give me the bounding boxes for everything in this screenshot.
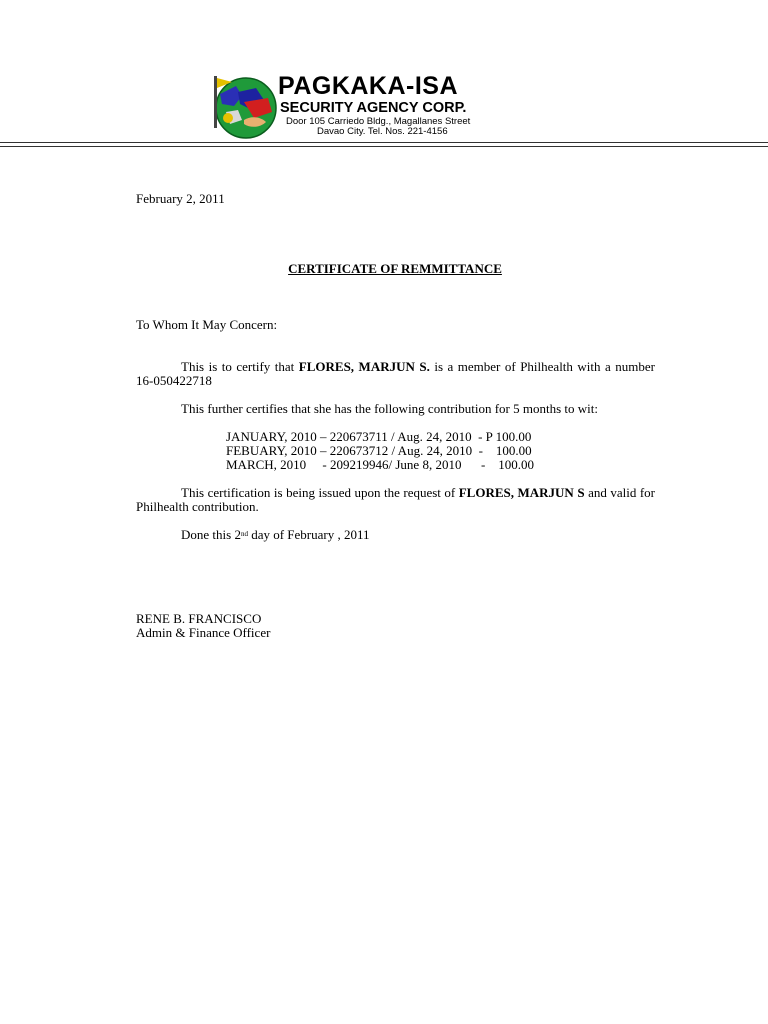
contribution-paragraph: This further certifies that she has the following contribution for 5 months to wit: (181, 401, 599, 416)
request-paragraph: This certification is being issued upon the request of FLORES, MARJUN S and valid for Philhealth contribution. (136, 485, 655, 514)
contribution-line: JANUARY, 2010 – 220673711 / Aug. 24, 2010 - P 100.00 (226, 429, 532, 444)
header-rule-bottom (0, 146, 768, 147)
done-paragraph: Done this 2nd day of February , 2011 (181, 527, 370, 542)
signatory-position: Admin & Finance Officer (136, 625, 271, 640)
requester-name: FLORES, MARJUN S (458, 485, 585, 500)
document-title: CERTIFICATE OF REMMITTANCE (288, 261, 502, 276)
signatory-name: RENE B. FRANCISCO (136, 611, 262, 626)
company-logo (208, 72, 288, 140)
company-name: PAGKAKA-ISA (278, 72, 459, 100)
company-address: Door 105 Carriedo Bldg., Magallanes Street (286, 116, 471, 127)
header-rule-top (0, 142, 768, 143)
company-contact: Davao City. Tel. Nos. 221-4156 (317, 126, 448, 137)
company-subtitle: SECURITY AGENCY CORP. (280, 100, 467, 116)
salutation: To Whom It May Concern: (136, 317, 278, 332)
contribution-line: FEBUARY, 2010 – 220673712 / Aug. 24, 2010 - 100.00 (226, 443, 532, 458)
contribution-line: MARCH, 2010 - 209219946/ June 8, 2010 - 100.00 (226, 457, 535, 472)
member-name: FLORES, MARJUN S. (298, 359, 430, 374)
certification-paragraph: This is to certify that FLORES, MARJUN S. is a member of Philhealth with a number 16-050422718 (136, 359, 655, 388)
letter-date: February 2, 2011 (136, 191, 225, 206)
